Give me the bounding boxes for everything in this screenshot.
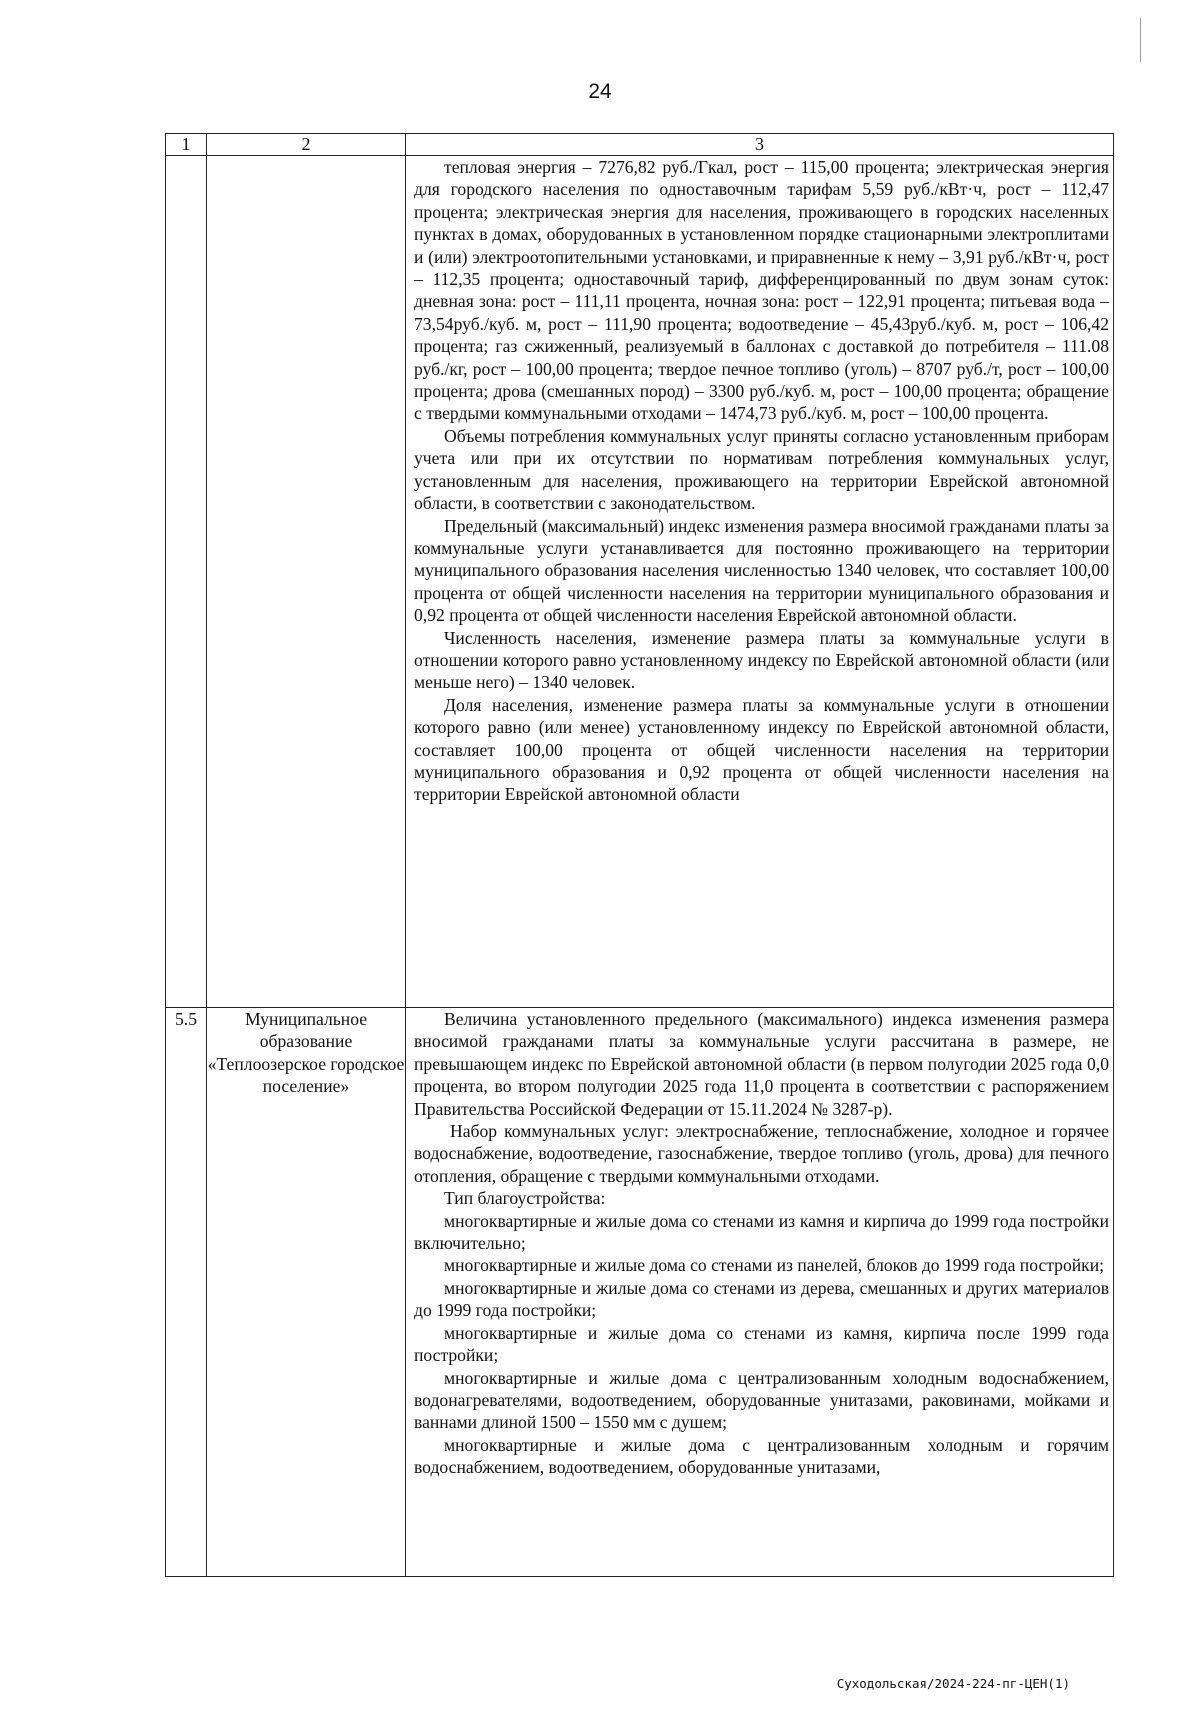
paragraph: Предельный (максимальный) индекс изменения размера вносимой гражданами платы за коммунальные услуги устанавливается для постоянно проживающего на территории муниципального образования населения численностью 1340 человек, что составляет 100,00 процента от общей численности населения на территории муниципального образования и 0,92 процента от общей численности населения Еврейской автономной области.: [414, 515, 1109, 626]
paragraph: Тип благоустройства:: [444, 1188, 606, 1209]
paragraph: многоквартирные и жилые дома с централизованным холодным водоснабжением, водонагревателями, водоотведением, оборудованные унитазами, раковинами, мойками и ваннами длиной 1500 – 1550 мм с душем;: [414, 1367, 1109, 1433]
paragraph: Объемы потребления коммунальных услуг приняты согласно установленным приборам учета или при их отсутствии по нормативам потребления коммунальных услуг, установленным для населения, проживающего на территории Еврейской автономной области, в соответствии с законодательством.: [414, 425, 1109, 514]
header-col-3: 3: [406, 134, 1114, 156]
table-header-row: [166, 134, 1114, 156]
paragraph: Доля населения, изменение размера платы за коммунальные услуги в отношении которого равно (или менее) установленному индексу по Еврейской автономной области, составляет 100,00 процента от общей численности населения на территории муниципального образования и 0,92 процента от общей численности населения на территории Еврейской автономной области: [414, 694, 1109, 805]
row-number-cell: [166, 156, 207, 1008]
paragraph: многоквартирные и жилые дома со стенами из камня, кирпича после 1999 года постройки;: [414, 1322, 1109, 1366]
paragraph: многоквартирные и жилые дома со стенами из панелей, блоков до 1999 года постройки;: [444, 1255, 1105, 1276]
scan-edge-line: [1140, 18, 1141, 62]
description-cell: [406, 156, 1114, 1008]
paragraph: Набор коммунальных услуг: электроснабжение, теплоснабжение, холодное и горячее водоснабжение, водоотведение, газоснабжение, твердое топливо (уголь, дрова) для печного отопления, обращение с твердыми коммунальными отходами.: [414, 1121, 1109, 1186]
paragraph: Численность населения, изменение размера платы за коммунальные услуги в отношении которого равно установленному индексу по Еврейской автономной области (или меньше него) – 1340 человек.: [414, 627, 1109, 693]
row-number-cell: 5.5: [166, 1008, 207, 1577]
paragraph: Величина установленного предельного (максимального) индекса изменения размера вносимой гражданами платы за коммунальные услуги рассчитана в размере, не превышающем индекс по Еврейской автономной области (в первом полугодии 2025 года 0,0 процента, во втором полугодии 2025 года 11,0 процента в соответствии с распоряжением Правительства Российской Федерации от 15.11.2024 № 3287-р).: [414, 1009, 1109, 1119]
table-row: [166, 1008, 1114, 1577]
document-code-footer: Суходольская/2024-224-пг-ЦЕН(1): [836, 1676, 1070, 1691]
tariff-table: [165, 133, 1114, 1577]
page-number: 24: [588, 80, 612, 103]
paragraph: многоквартирные и жилые дома со стенами из камня и кирпича до 1999 года постройки включительно;: [414, 1210, 1109, 1254]
municipality-cell: Муниципальное образование «Теплоозерское городское поселение»: [207, 1008, 406, 1577]
paragraph: тепловая энергия – 7276,82 руб./Гкал, рост – 115,00 процента; электрическая энергия для городского населения по одноставочным тарифам 5,59 руб./кВт·ч, рост – 112,47 процента; электрическая энергия для населения, проживающего в городских населенных пунктах в домах, оборудованных в установленном порядке стационарными электроплитами и (или) электроотопительными установками, и приравненные к нему – 3,91 руб./кВт·ч, рост – 112,35 процента; одноставочный тариф, дифференцированный по двум зонам суток: дневная зона: рост – 111,11 процента, ночная зона: рост – 122,91 процента; питьевая вода – 73,54руб./куб. м, рост – 111,90 процента; водоотведение – 45,43руб./куб. м, рост – 106,42 процента; газ сжиженный, реализуемый в баллонах с доставкой до потребителя – 111.08 руб./кг, рост – 100,00 процента; твердое печное топливо (уголь) – 8707 руб./т, рост – 100,00 процента; дрова (смешанных пород) – 3300 руб./куб. м, рост – 100,00 процента; обращение с твердыми коммунальными отходами – 1474,73 руб./куб. м, рост – 100,00 процента.: [414, 157, 1109, 424]
header-col-1: 1: [166, 134, 207, 156]
header-col-2: 2: [207, 134, 406, 156]
table-row: [166, 156, 1114, 1008]
paragraph: многоквартирные и жилые дома со стенами из дерева, смешанных и других материалов до 1999 года постройки;: [414, 1277, 1109, 1321]
paragraph: многоквартирные и жилые дома с централизованным холодным и горячим водоснабжением, водоотведением, оборудованные унитазами,: [414, 1434, 1109, 1478]
municipality-cell: [207, 156, 406, 1008]
description-cell: [406, 1008, 1114, 1577]
